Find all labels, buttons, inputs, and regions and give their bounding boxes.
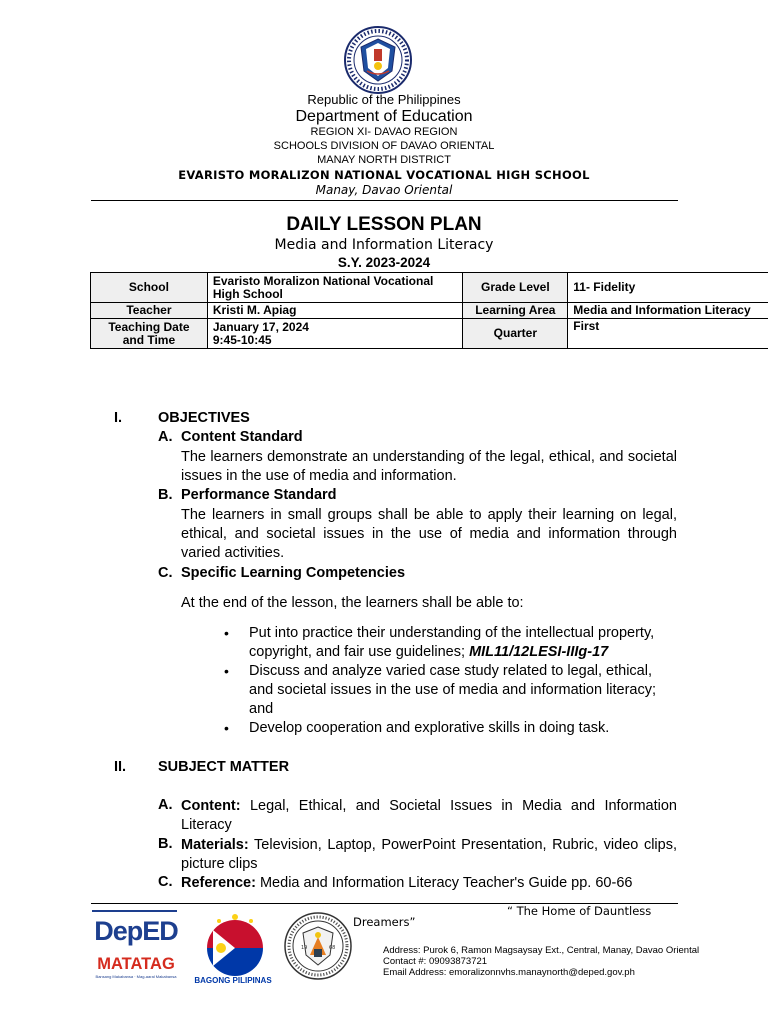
- bullet-marker: •: [224, 720, 229, 736]
- school-value: [207, 273, 463, 303]
- competencies-heading: Specific Learning Competencies: [181, 565, 406, 581]
- performance-standard-text: The learners in small groups shall be able to apply their learning on legal, ethical, and societal issues in the use of media and information through varied activities.: [181, 507, 677, 562]
- materials-letter: B.: [158, 836, 173, 852]
- teaching-date-label-line1: Teaching Date: [108, 319, 190, 334]
- school-contact: Contact #: 09093873721: [383, 956, 488, 967]
- deped-seal-logo: [343, 25, 413, 95]
- competency-item-2: Discuss and analyze varied case study related to legal, ethical, and societal issues in the use of media and information literacy; and: [249, 663, 657, 718]
- competencies-intro: At the end of the lesson, the learners shall be able to:: [181, 595, 524, 611]
- subject-matter-number: II.: [114, 759, 127, 775]
- learning-area-label: Learning Area: [463, 303, 568, 319]
- performance-standard-heading: Performance Standard: [181, 487, 337, 503]
- content-standard-letter: A.: [158, 429, 173, 445]
- school-year: S.Y. 2023-2024: [337, 255, 431, 270]
- content-text: Legal, Ethical, and Societal Issues in Media and Information Literacy: [181, 798, 677, 834]
- reference-text: Media and Information Literacy Teacher's Guide pp. 60-66: [255, 875, 633, 891]
- quarter-value: First: [568, 319, 768, 349]
- matatag-tagline: Bansang Makabansa · Mag-aaral Makabansa: [95, 974, 177, 979]
- header-department: Department of Education: [295, 108, 473, 125]
- teaching-date-label-line2: and Time: [122, 332, 176, 347]
- table-row: [91, 303, 768, 319]
- matatag-text: MATATAG: [97, 955, 175, 973]
- header-region: REGION XI- DAVAO REGION: [310, 126, 458, 138]
- reference-label: Reference:: [181, 875, 256, 891]
- competency-item-3: Develop cooperation and explorative skills in doing task.: [249, 720, 610, 736]
- document-subject: Media and Information Literacy: [274, 237, 494, 253]
- svg-text:68: 68: [329, 945, 336, 951]
- document-title: DAILY LESSON PLAN: [286, 214, 482, 235]
- competency-code: MIL11/12LESI-IIIg-17: [469, 644, 609, 661]
- reference-item: [181, 874, 677, 893]
- content-label: Content:: [181, 798, 241, 814]
- competencies-letter: C.: [158, 565, 173, 581]
- bullet-marker: •: [224, 625, 229, 641]
- school-motto-line2: Dreamers”: [353, 915, 416, 929]
- table-row: [91, 273, 768, 303]
- materials-text: Television, Laptop, PowerPoint Presentation, Rubric, video clips, picture clips: [181, 837, 677, 873]
- header-division: SCHOOLS DIVISION OF DAVAO ORIENTAL: [273, 140, 495, 152]
- content-standard-text: The learners demonstrate an understanding of the legal, ethical, and societal issues in the use of media and information.: [181, 449, 677, 485]
- content-standard-heading: Content Standard: [181, 429, 303, 445]
- table-row: [91, 319, 768, 349]
- competency-item-1-text: Put into practice their understanding of the intellectual property, copyright, and fair use guidelines;: [249, 625, 655, 661]
- header-republic: Republic of the Philippines: [307, 92, 461, 107]
- teaching-date-value: [207, 319, 463, 349]
- teaching-date: January 17, 2024: [212, 319, 309, 334]
- deped-matatag-logo: [92, 916, 180, 986]
- competency-item-1: [249, 624, 677, 662]
- lesson-info-table: [90, 272, 768, 349]
- objectives-number: I.: [114, 410, 123, 426]
- school-seal-logo: [283, 911, 353, 981]
- grade-level-value: 11- Fidelity: [568, 273, 768, 303]
- teacher-value: Kristi M. Apiag: [207, 303, 463, 319]
- bagong-pilipinas-logo: [199, 908, 271, 978]
- subject-matter-heading: SUBJECT MATTER: [158, 759, 290, 775]
- performance-standard-letter: B.: [158, 487, 173, 503]
- school-label: School: [91, 273, 208, 303]
- header-location: Manay, Davao Oriental: [315, 183, 453, 197]
- grade-level-label: Grade Level: [463, 273, 568, 303]
- school-value-line2: High School: [212, 286, 283, 301]
- quarter-label: Quarter: [463, 319, 568, 349]
- teacher-label: Teacher: [91, 303, 208, 319]
- header-school-name: EVARISTO MORALIZON NATIONAL VOCATIONAL HIGH SCHOOL: [178, 168, 590, 182]
- svg-text:19: 19: [301, 945, 308, 951]
- school-value-line1: Evaristo Moralizon National Vocational: [212, 273, 434, 288]
- deped-logo-text: DepED: [94, 916, 178, 946]
- objectives-heading: OBJECTIVES: [158, 410, 250, 426]
- teaching-time: 9:45-10:45: [212, 332, 272, 347]
- deped-logo-rule: [92, 910, 177, 912]
- header-district: MANAY NORTH DISTRICT: [317, 154, 451, 166]
- reference-letter: C.: [158, 874, 173, 890]
- materials-label: Materials:: [181, 837, 249, 853]
- header-divider: [91, 200, 678, 201]
- bullet-marker: •: [224, 663, 229, 679]
- school-address: Address: Purok 6, Ramon Magsaysay Ext., Central, Manay, Davao Oriental: [383, 945, 700, 956]
- content-item: [181, 797, 677, 835]
- school-email: Email Address: emoralizonnvhs.manaynorth@deped.gov.ph: [383, 967, 635, 978]
- learning-area-value: Media and Information Literacy: [568, 303, 768, 319]
- teaching-date-label: [91, 319, 208, 349]
- school-motto-line1: “ The Home of Dauntless: [507, 904, 652, 918]
- bagong-pilipinas-text: BAGONG PILIPINAS: [194, 976, 272, 985]
- content-letter: A.: [158, 797, 173, 813]
- materials-item: [181, 836, 677, 874]
